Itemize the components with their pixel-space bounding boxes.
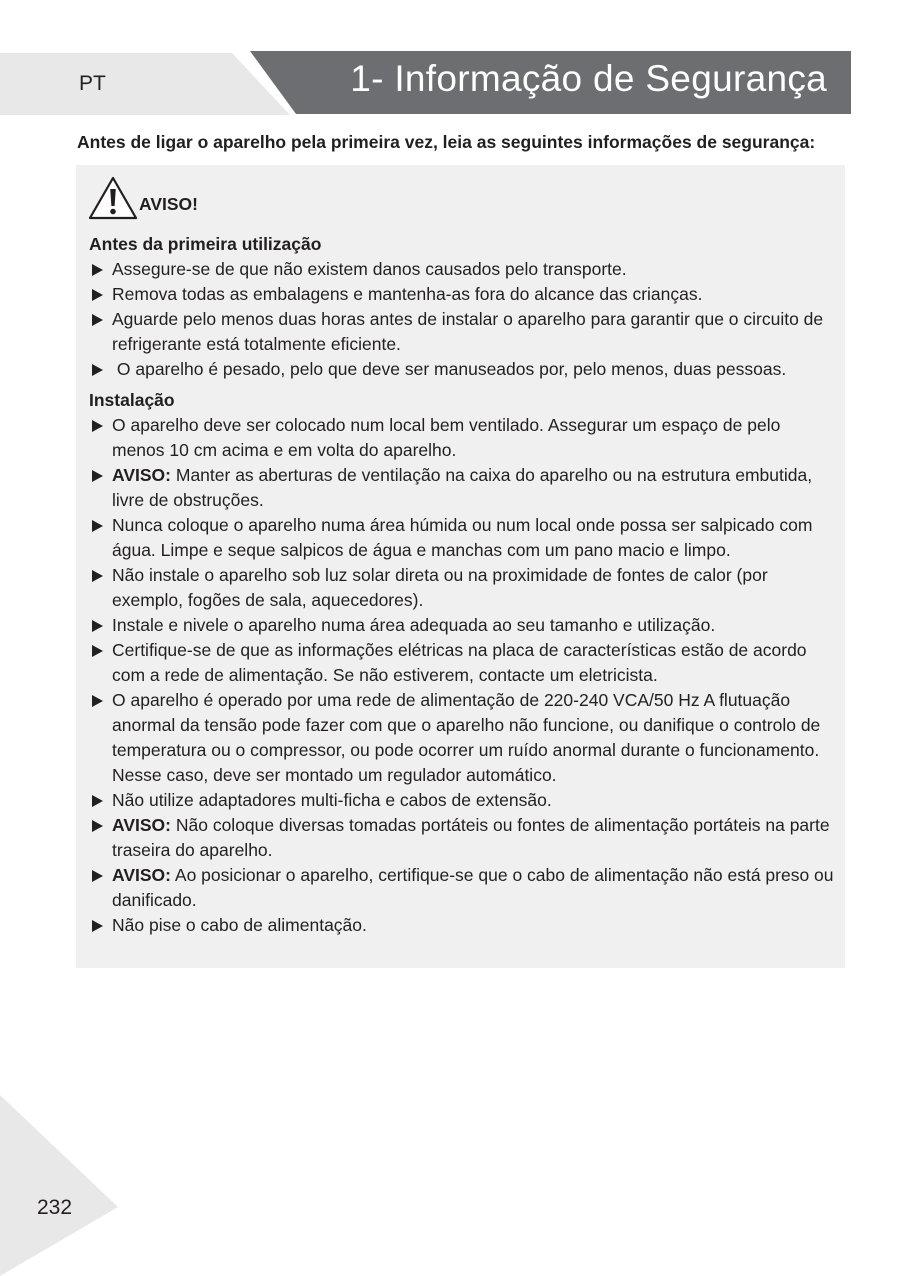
warning-triangle-icon <box>88 176 138 220</box>
list-item <box>89 282 837 307</box>
item-text: Não pise o cabo de alimentação. <box>112 915 367 935</box>
bullet-arrow-icon <box>92 357 103 376</box>
bullet-arrow-icon <box>92 513 103 532</box>
warning-content <box>89 232 837 938</box>
item-text: O aparelho é pesado, pelo que deve ser manuseados por, pelo menos, duas pessoas. <box>112 359 787 379</box>
page-title: 1- Informação de Segurança <box>350 58 827 99</box>
intro-text: Antes de ligar o aparelho pela primeira vez, leia as seguintes informações de segurança: <box>77 132 816 152</box>
item-text: Nunca coloque o aparelho numa área húmida ou num local onde possa ser salpicado com água. Limpe e seque salpicos de água e manchas com um pano macio e limpo. <box>112 515 818 560</box>
bullet-arrow-icon <box>92 913 103 932</box>
list-item <box>89 813 837 863</box>
list-item <box>89 788 837 813</box>
list-item <box>89 463 837 513</box>
bullet-arrow-icon <box>92 463 103 482</box>
bullet-arrow-icon <box>92 813 103 832</box>
bullet-arrow-icon <box>92 638 103 657</box>
list-item <box>89 638 837 688</box>
bullet-arrow-icon <box>92 413 103 432</box>
bullet-arrow-icon <box>92 563 103 582</box>
first-use-list <box>89 257 837 382</box>
item-text: Ao posicionar o aparelho, certifique-se que o cabo de alimentação não está preso ou danificado. <box>112 865 839 910</box>
bullet-arrow-icon <box>92 257 103 276</box>
item-text: Não coloque diversas tomadas portáteis ou fontes de alimentação portáteis na parte traseira do aparelho. <box>112 815 835 860</box>
list-item <box>89 413 837 463</box>
list-item <box>89 257 837 282</box>
list-item <box>89 913 837 938</box>
bullet-arrow-icon <box>92 307 103 326</box>
item-text: Assegure-se de que não existem danos causados pelo transporte. <box>112 259 627 279</box>
page-number: 232 <box>37 1196 73 1219</box>
list-item <box>89 357 837 382</box>
bullet-arrow-icon <box>92 788 103 807</box>
item-text: Certifique-se de que as informações elétricas na placa de características estão de acordo com a rede de alimentação. Se não estiverem, contacte um eletricista. <box>112 640 812 685</box>
section-heading-installation: Instalação <box>89 390 175 410</box>
item-text: Aguarde pelo menos duas horas antes de instalar o aparelho para garantir que o circuito de refrigerante está totalmente eficiente. <box>112 309 829 354</box>
item-text: O aparelho deve ser colocado num local bem ventilado. Assegurar um espaço de pelo menos 10 cm acima e em volta do aparelho. <box>112 415 786 460</box>
bullet-arrow-icon <box>92 863 103 882</box>
item-text: Não utilize adaptadores multi-ficha e cabos de extensão. <box>112 790 552 810</box>
item-text: Manter as aberturas de ventilação na caixa do aparelho ou na estrutura embutida, livre de obstruções. <box>112 465 817 510</box>
header-light-band <box>0 53 290 115</box>
item-text: Não instale o aparelho sob luz solar direta ou na proximidade de fontes de calor (por exemplo, fogões de sala, aquecedores). <box>112 565 773 610</box>
language-label: PT <box>79 72 106 95</box>
section-heading-first-use: Antes da primeira utilização <box>89 234 322 254</box>
item-text: Instale e nivele o aparelho numa área adequada ao seu tamanho e utilização. <box>112 615 716 635</box>
warning-label: AVISO! <box>139 194 198 214</box>
bullet-arrow-icon <box>92 282 103 301</box>
footer-corner-band <box>0 1095 118 1276</box>
list-item <box>89 563 837 613</box>
item-warning-prefix: AVISO: <box>112 465 171 485</box>
installation-list <box>89 413 837 938</box>
item-warning-prefix: AVISO: <box>112 815 171 835</box>
list-item <box>89 513 837 563</box>
bullet-arrow-icon <box>92 613 103 632</box>
list-item <box>89 688 837 788</box>
item-text: Remova todas as embalagens e mantenha-as fora do alcance das crianças. <box>112 284 703 304</box>
list-item <box>89 613 837 638</box>
list-item <box>89 307 837 357</box>
bullet-arrow-icon <box>92 688 103 707</box>
item-warning-prefix: AVISO: <box>112 865 171 885</box>
item-text: O aparelho é operado por uma rede de alimentação de 220-240 VCA/50 Hz A flutuação anormal da tensão pode fazer com que o aparelho não funcione, ou danifique o controlo de temperatura ou o compressor, ou pode ocorrer um ruído anormal durante o funcionamento. Nesse caso, deve ser montado um regulador automático. <box>112 690 826 785</box>
list-item <box>89 863 837 913</box>
